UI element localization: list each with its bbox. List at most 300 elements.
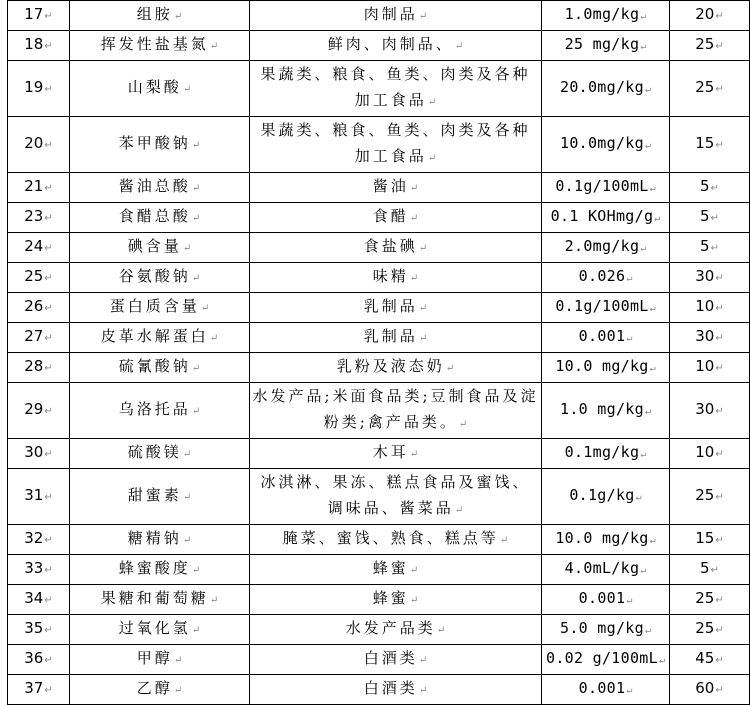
item-number: 21 bbox=[24, 177, 44, 195]
item-number-cell bbox=[8, 173, 70, 203]
paragraph-mark: ↵ bbox=[409, 595, 419, 606]
food-category-cell bbox=[250, 233, 542, 263]
count-cell bbox=[670, 645, 750, 675]
paragraph-mark: ↵ bbox=[644, 140, 651, 151]
detection-limit-cell bbox=[542, 1, 670, 31]
detection-limit-cell bbox=[542, 383, 670, 439]
item-number-cell bbox=[8, 645, 70, 675]
count-value: 10 bbox=[695, 443, 715, 461]
detection-limit: 0.1g/kg bbox=[569, 486, 635, 504]
food-category: 水发产品类 bbox=[345, 619, 436, 637]
detection-limit-cell bbox=[542, 117, 670, 173]
detection-limit-cell bbox=[542, 555, 670, 585]
food-category: 酱油 bbox=[372, 177, 409, 195]
item-number: 29 bbox=[24, 400, 44, 418]
food-category: 蜂蜜 bbox=[372, 589, 409, 607]
food-category-cell bbox=[250, 263, 542, 293]
item-name: 过氧化氢 bbox=[118, 619, 191, 637]
paragraph-mark: ↵ bbox=[44, 333, 53, 344]
item-name-cell bbox=[70, 383, 250, 439]
item-number-cell bbox=[8, 203, 70, 233]
count-cell bbox=[670, 555, 750, 585]
item-number-cell bbox=[8, 323, 70, 353]
item-name-cell bbox=[70, 117, 250, 173]
count-value: 15 bbox=[695, 134, 715, 152]
paragraph-mark: ↵ bbox=[44, 11, 53, 22]
item-name: 挥发性盐基氮 bbox=[100, 35, 209, 53]
paragraph-mark: ↵ bbox=[173, 655, 183, 666]
item-name-cell bbox=[70, 555, 250, 585]
detection-limit: 25 mg/kg bbox=[564, 35, 640, 53]
paragraph-mark: ↵ bbox=[44, 41, 53, 52]
count-value: 30 bbox=[695, 267, 715, 285]
item-number-cell bbox=[8, 293, 70, 323]
table-row bbox=[8, 61, 750, 117]
paragraph-mark: ↵ bbox=[418, 303, 428, 314]
paragraph-mark: ↵ bbox=[649, 303, 656, 314]
paragraph-mark: ↵ bbox=[644, 84, 651, 95]
item-number: 34 bbox=[24, 589, 44, 607]
table-row bbox=[8, 1, 750, 31]
item-name: 蜂蜜酸度 bbox=[118, 559, 191, 577]
item-name: 苯甲酸钠 bbox=[118, 134, 191, 152]
detection-limit: 5.0 mg/kg bbox=[559, 619, 644, 637]
paragraph-mark: ↵ bbox=[418, 243, 428, 254]
item-name-cell bbox=[70, 293, 250, 323]
count-value: 60 bbox=[695, 679, 715, 697]
count-cell bbox=[670, 1, 750, 31]
food-category: 食盐碘 bbox=[363, 237, 418, 255]
paragraph-mark: ↵ bbox=[715, 449, 724, 460]
count-cell bbox=[670, 117, 750, 173]
count-value: 5 bbox=[700, 559, 710, 577]
item-name: 组胺 bbox=[136, 5, 173, 23]
item-name: 酱油总酸 bbox=[118, 177, 191, 195]
item-name: 谷氨酸钠 bbox=[118, 267, 191, 285]
paragraph-mark: ↵ bbox=[409, 213, 419, 224]
item-name: 碘含量 bbox=[127, 237, 182, 255]
paragraph-mark: ↵ bbox=[209, 595, 219, 606]
food-category: 乳粉及液态奶 bbox=[336, 357, 445, 375]
paragraph-mark: ↵ bbox=[182, 492, 192, 503]
detection-limit: 0.02 g/100mL bbox=[545, 649, 658, 667]
item-number-cell bbox=[8, 61, 70, 117]
paragraph-mark: ↵ bbox=[715, 595, 724, 606]
paragraph-mark: ↵ bbox=[715, 273, 724, 284]
paragraph-mark: ↵ bbox=[427, 153, 437, 164]
detection-limit-cell bbox=[542, 173, 670, 203]
table-row bbox=[8, 469, 750, 525]
item-number-cell bbox=[8, 1, 70, 31]
table-row bbox=[8, 117, 750, 173]
detection-limit: 0.1mg/kg bbox=[564, 443, 640, 461]
paragraph-mark: ↵ bbox=[715, 406, 724, 417]
count-value: 5 bbox=[700, 207, 710, 225]
item-name-cell bbox=[70, 173, 250, 203]
paragraph-mark: ↵ bbox=[44, 449, 53, 460]
item-number: 18 bbox=[24, 35, 44, 53]
paragraph-mark: ↵ bbox=[191, 273, 201, 284]
item-name: 果糖和葡萄糖 bbox=[100, 589, 209, 607]
food-category: 果蔬类、粮食、鱼类、肉类及各种加工食品 bbox=[260, 121, 531, 165]
paragraph-mark: ↵ bbox=[418, 685, 428, 696]
paragraph-mark: ↵ bbox=[409, 183, 419, 194]
item-name-cell bbox=[70, 203, 250, 233]
item-number: 17 bbox=[24, 5, 44, 23]
item-number-cell bbox=[8, 439, 70, 469]
paragraph-mark: ↵ bbox=[710, 243, 719, 254]
paragraph-mark: ↵ bbox=[715, 84, 724, 95]
paragraph-mark: ↵ bbox=[626, 273, 633, 284]
item-name: 皮革水解蛋白 bbox=[100, 327, 209, 345]
detection-limit-cell bbox=[542, 439, 670, 469]
count-cell bbox=[670, 61, 750, 117]
detection-limit-cell bbox=[542, 615, 670, 645]
paragraph-mark: ↵ bbox=[191, 183, 201, 194]
item-number: 32 bbox=[24, 529, 44, 547]
item-name-cell bbox=[70, 675, 250, 705]
detection-limit: 10.0mg/kg bbox=[559, 134, 644, 152]
table-row bbox=[8, 323, 750, 353]
item-number: 20 bbox=[24, 134, 44, 152]
paragraph-mark: ↵ bbox=[499, 535, 509, 546]
paragraph-mark: ↵ bbox=[44, 406, 53, 417]
paragraph-mark: ↵ bbox=[44, 625, 53, 636]
item-name-cell bbox=[70, 263, 250, 293]
food-category-cell bbox=[250, 439, 542, 469]
count-cell bbox=[670, 31, 750, 61]
food-category-cell bbox=[250, 293, 542, 323]
item-number-cell bbox=[8, 675, 70, 705]
table-row bbox=[8, 585, 750, 615]
detection-limit: 10.0 mg/kg bbox=[555, 529, 649, 547]
food-category: 白酒类 bbox=[363, 679, 418, 697]
item-number-cell bbox=[8, 615, 70, 645]
paragraph-mark: ↵ bbox=[44, 595, 53, 606]
paragraph-mark: ↵ bbox=[209, 333, 219, 344]
paragraph-mark: ↵ bbox=[44, 213, 53, 224]
count-cell bbox=[670, 585, 750, 615]
food-category: 水发产品;米面食品类;豆制食品及淀粉类;禽产品类。 bbox=[252, 387, 539, 431]
detection-limit: 0.001 bbox=[578, 679, 626, 697]
paragraph-mark: ↵ bbox=[409, 565, 419, 576]
detection-limit: 1.0 mg/kg bbox=[559, 400, 644, 418]
paragraph-mark: ↵ bbox=[436, 625, 446, 636]
paragraph-mark: ↵ bbox=[44, 535, 53, 546]
paragraph-mark: ↵ bbox=[418, 11, 428, 22]
food-category-cell bbox=[250, 675, 542, 705]
item-name: 甲醇 bbox=[136, 649, 173, 667]
item-number: 33 bbox=[24, 559, 44, 577]
count-value: 25 bbox=[695, 35, 715, 53]
paragraph-mark: ↵ bbox=[191, 363, 201, 374]
count-cell bbox=[670, 173, 750, 203]
item-number-cell bbox=[8, 117, 70, 173]
paragraph-mark: ↵ bbox=[715, 535, 724, 546]
food-category-cell bbox=[250, 117, 542, 173]
item-name-cell bbox=[70, 323, 250, 353]
count-value: 15 bbox=[695, 529, 715, 547]
detection-limit: 1.0mg/kg bbox=[564, 5, 640, 23]
food-category-cell bbox=[250, 323, 542, 353]
detection-limit-cell bbox=[542, 353, 670, 383]
table-row bbox=[8, 383, 750, 439]
paragraph-mark: ↵ bbox=[644, 406, 651, 417]
item-number: 27 bbox=[24, 327, 44, 345]
detection-limit: 0.001 bbox=[578, 327, 626, 345]
food-category: 白酒类 bbox=[363, 649, 418, 667]
item-name-cell bbox=[70, 353, 250, 383]
item-number-cell bbox=[8, 383, 70, 439]
paragraph-mark: ↵ bbox=[715, 685, 724, 696]
count-value: 25 bbox=[695, 486, 715, 504]
food-category-cell bbox=[250, 525, 542, 555]
paragraph-mark: ↵ bbox=[173, 685, 183, 696]
item-name-cell bbox=[70, 525, 250, 555]
paragraph-mark: ↵ bbox=[649, 535, 656, 546]
paragraph-mark: ↵ bbox=[44, 243, 53, 254]
paragraph-mark: ↵ bbox=[458, 419, 468, 430]
paragraph-mark: ↵ bbox=[658, 655, 665, 666]
detection-limit: 2.0mg/kg bbox=[564, 237, 640, 255]
food-category: 木耳 bbox=[372, 443, 409, 461]
item-name-cell bbox=[70, 585, 250, 615]
item-number: 37 bbox=[24, 679, 44, 697]
paragraph-mark: ↵ bbox=[626, 685, 633, 696]
count-cell bbox=[670, 383, 750, 439]
item-number-cell bbox=[8, 263, 70, 293]
item-number: 35 bbox=[24, 619, 44, 637]
food-category-cell bbox=[250, 203, 542, 233]
paragraph-mark: ↵ bbox=[44, 84, 53, 95]
food-category-cell bbox=[250, 645, 542, 675]
paragraph-mark: ↵ bbox=[182, 84, 192, 95]
food-category: 蜂蜜 bbox=[372, 559, 409, 577]
detection-limit-cell bbox=[542, 525, 670, 555]
count-value: 20 bbox=[695, 5, 715, 23]
table-row bbox=[8, 233, 750, 263]
food-category: 鲜肉、肉制品、 bbox=[327, 35, 454, 53]
count-cell bbox=[670, 353, 750, 383]
item-number-cell bbox=[8, 555, 70, 585]
detection-limit-cell bbox=[542, 675, 670, 705]
item-number-cell bbox=[8, 233, 70, 263]
table-body bbox=[8, 1, 750, 705]
detection-limit-cell bbox=[542, 469, 670, 525]
detection-limit: 20.0mg/kg bbox=[559, 78, 644, 96]
table-row bbox=[8, 203, 750, 233]
paragraph-mark: ↵ bbox=[44, 273, 53, 284]
item-number: 31 bbox=[24, 486, 44, 504]
food-category-cell bbox=[250, 469, 542, 525]
paragraph-mark: ↵ bbox=[710, 213, 719, 224]
detection-limit: 0.026 bbox=[578, 267, 626, 285]
item-name: 食醋总酸 bbox=[118, 207, 191, 225]
item-number: 19 bbox=[24, 78, 44, 96]
food-category: 乳制品 bbox=[363, 327, 418, 345]
count-value: 30 bbox=[695, 327, 715, 345]
food-category: 味精 bbox=[372, 267, 409, 285]
paragraph-mark: ↵ bbox=[635, 492, 642, 503]
item-number-cell bbox=[8, 469, 70, 525]
paragraph-mark: ↵ bbox=[715, 11, 724, 22]
paragraph-mark: ↵ bbox=[409, 273, 419, 284]
food-category-cell bbox=[250, 555, 542, 585]
detection-limit: 0.001 bbox=[578, 589, 626, 607]
table-row bbox=[8, 31, 750, 61]
table-row bbox=[8, 675, 750, 705]
count-cell bbox=[670, 675, 750, 705]
paragraph-mark: ↵ bbox=[649, 363, 656, 374]
food-category-cell bbox=[250, 31, 542, 61]
paragraph-mark: ↵ bbox=[44, 492, 53, 503]
paragraph-mark: ↵ bbox=[44, 685, 53, 696]
paragraph-mark: ↵ bbox=[715, 140, 724, 151]
food-category: 果蔬类、粮食、鱼类、肉类及各种加工食品 bbox=[260, 65, 531, 109]
paragraph-mark: ↵ bbox=[715, 363, 724, 374]
count-value: 10 bbox=[695, 297, 715, 315]
paragraph-mark: ↵ bbox=[44, 303, 53, 314]
item-number-cell bbox=[8, 353, 70, 383]
paragraph-mark: ↵ bbox=[418, 333, 428, 344]
item-name: 糖精钠 bbox=[127, 529, 182, 547]
count-cell bbox=[670, 469, 750, 525]
paragraph-mark: ↵ bbox=[454, 505, 464, 516]
table-row bbox=[8, 293, 750, 323]
food-category-cell bbox=[250, 353, 542, 383]
table-row bbox=[8, 525, 750, 555]
food-category-cell bbox=[250, 1, 542, 31]
paragraph-mark: ↵ bbox=[44, 140, 53, 151]
paragraph-mark: ↵ bbox=[626, 595, 633, 606]
item-name: 硫氰酸钠 bbox=[118, 357, 191, 375]
detection-limit: 10.0 mg/kg bbox=[555, 357, 649, 375]
food-category-cell bbox=[250, 61, 542, 117]
detection-limit: 4.0mL/kg bbox=[564, 559, 640, 577]
detection-limit-cell bbox=[542, 293, 670, 323]
table-row bbox=[8, 263, 750, 293]
item-number: 28 bbox=[24, 357, 44, 375]
paragraph-mark: ↵ bbox=[715, 333, 724, 344]
paragraph-mark: ↵ bbox=[715, 41, 724, 52]
item-number: 25 bbox=[24, 267, 44, 285]
paragraph-mark: ↵ bbox=[191, 406, 201, 417]
paragraph-mark: ↵ bbox=[191, 140, 201, 151]
paragraph-mark: ↵ bbox=[44, 183, 53, 194]
count-cell bbox=[670, 263, 750, 293]
detection-limit-cell bbox=[542, 31, 670, 61]
detection-limit-cell bbox=[542, 585, 670, 615]
count-value: 25 bbox=[695, 78, 715, 96]
paragraph-mark: ↵ bbox=[710, 565, 719, 576]
food-category-cell bbox=[250, 585, 542, 615]
detection-limit-cell bbox=[542, 323, 670, 353]
detection-limit-cell bbox=[542, 61, 670, 117]
paragraph-mark: ↵ bbox=[640, 11, 647, 22]
count-cell bbox=[670, 323, 750, 353]
detection-limit-cell bbox=[542, 645, 670, 675]
item-number-cell bbox=[8, 31, 70, 61]
item-name: 乌洛托品 bbox=[118, 400, 191, 418]
count-cell bbox=[670, 203, 750, 233]
food-category-cell bbox=[250, 615, 542, 645]
item-name: 甜蜜素 bbox=[127, 486, 182, 504]
count-value: 5 bbox=[700, 177, 710, 195]
item-name-cell bbox=[70, 469, 250, 525]
food-category: 食醋 bbox=[372, 207, 409, 225]
paragraph-mark: ↵ bbox=[209, 41, 219, 52]
paragraph-mark: ↵ bbox=[191, 565, 201, 576]
detection-limit: 0.1 KOHmg/g bbox=[550, 207, 654, 225]
item-name-cell bbox=[70, 233, 250, 263]
paragraph-mark: ↵ bbox=[191, 625, 201, 636]
paragraph-mark: ↵ bbox=[654, 213, 661, 224]
paragraph-mark: ↵ bbox=[649, 183, 656, 194]
paragraph-mark: ↵ bbox=[644, 625, 651, 636]
item-name-cell bbox=[70, 645, 250, 675]
paragraph-mark: ↵ bbox=[626, 333, 633, 344]
paragraph-mark: ↵ bbox=[640, 41, 647, 52]
paragraph-mark: ↵ bbox=[715, 492, 724, 503]
count-value: 25 bbox=[695, 619, 715, 637]
paragraph-mark: ↵ bbox=[640, 565, 647, 576]
detection-limit: 0.1g/100mL bbox=[555, 297, 649, 315]
item-name: 山梨酸 bbox=[127, 78, 182, 96]
food-category: 肉制品 bbox=[363, 5, 418, 23]
item-name: 乙醇 bbox=[136, 679, 173, 697]
detection-limit-cell bbox=[542, 233, 670, 263]
paragraph-mark: ↵ bbox=[200, 303, 210, 314]
item-name-cell bbox=[70, 615, 250, 645]
count-value: 5 bbox=[700, 237, 710, 255]
item-name: 硫酸镁 bbox=[127, 443, 182, 461]
food-category: 腌菜、蜜饯、熟食、糕点等 bbox=[282, 529, 499, 547]
paragraph-mark: ↵ bbox=[44, 565, 53, 576]
food-category: 乳制品 bbox=[363, 297, 418, 315]
paragraph-mark: ↵ bbox=[182, 535, 192, 546]
detection-limit: 0.1g/100mL bbox=[555, 177, 649, 195]
detection-limit-cell bbox=[542, 203, 670, 233]
food-category: 冰淇淋、果冻、糕点食品及蜜饯、调味品、酱菜品 bbox=[260, 473, 531, 517]
count-cell bbox=[670, 439, 750, 469]
item-number: 26 bbox=[24, 297, 44, 315]
paragraph-mark: ↵ bbox=[191, 213, 201, 224]
count-value: 45 bbox=[695, 649, 715, 667]
paragraph-mark: ↵ bbox=[445, 363, 455, 374]
count-cell bbox=[670, 293, 750, 323]
detection-items-table bbox=[7, 0, 750, 705]
paragraph-mark: ↵ bbox=[44, 363, 53, 374]
count-value: 10 bbox=[695, 357, 715, 375]
item-number-cell bbox=[8, 585, 70, 615]
count-cell bbox=[670, 615, 750, 645]
item-number: 30 bbox=[24, 443, 44, 461]
item-number-cell bbox=[8, 525, 70, 555]
paragraph-mark: ↵ bbox=[182, 449, 192, 460]
table-row bbox=[8, 645, 750, 675]
paragraph-mark: ↵ bbox=[427, 97, 437, 108]
paragraph-mark: ↵ bbox=[182, 243, 192, 254]
item-name-cell bbox=[70, 1, 250, 31]
paragraph-mark: ↵ bbox=[710, 183, 719, 194]
paragraph-mark: ↵ bbox=[715, 625, 724, 636]
paragraph-mark: ↵ bbox=[44, 655, 53, 666]
item-name-cell bbox=[70, 61, 250, 117]
item-number: 23 bbox=[24, 207, 44, 225]
item-number: 24 bbox=[24, 237, 44, 255]
paragraph-mark: ↵ bbox=[640, 449, 647, 460]
paragraph-mark: ↵ bbox=[640, 243, 647, 254]
